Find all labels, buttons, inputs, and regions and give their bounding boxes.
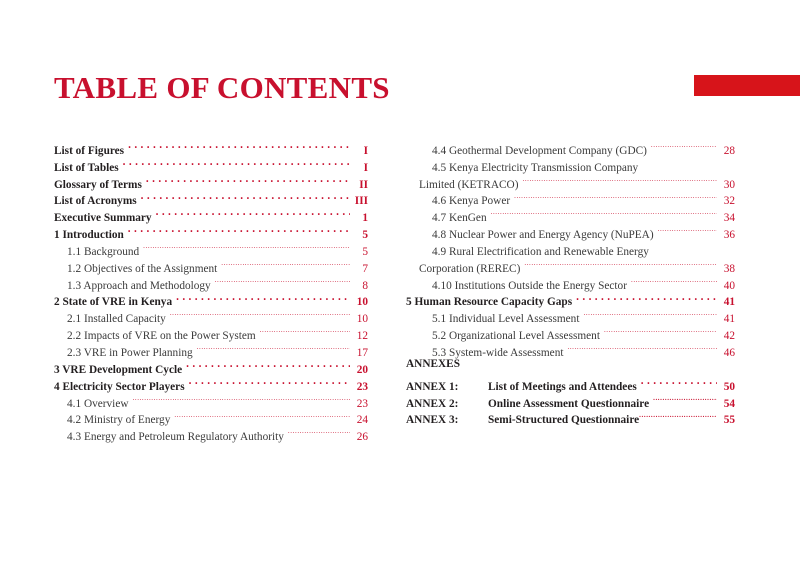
toc-page-number: I [363,144,368,157]
toc-entry-label: 1.2 Objectives of the Assignment [67,262,218,275]
toc-entry-label: 4.9 Rural Electrification and Renewable Energy [432,245,649,258]
toc-page-number: 8 [362,279,368,292]
toc-page-number: 34 [723,212,735,225]
dot-leader [156,204,350,221]
dot-leader [128,221,350,238]
toc-page-number: III [354,195,368,208]
toc-page-number: I [363,161,368,174]
dot-leader [146,171,350,188]
dot-leader [141,188,349,205]
toc-page-number: 23 [356,380,368,393]
toc-right-column [406,137,735,427]
toc-entry-label: 2.3 VRE in Power Planning [67,346,193,359]
toc-page-number: 32 [723,195,735,208]
toc-page-number: 41 [723,313,735,326]
toc-page-number: II [359,178,368,191]
toc-entry-label: Corporation (REREC) [419,262,521,275]
toc-entry-label: 4.8 Nuclear Power and Energy Agency (NuPEA) [432,229,654,242]
toc-entry-label: 5.1 Individual Level Assessment [432,313,580,326]
dot-leader [524,255,717,272]
toc-entry-label: 4.10 Institutions Outside the Energy Sector [432,279,627,292]
toc-entry-label: 4.3 Energy and Petroleum Regulatory Authority [67,431,284,444]
toc-page-number: 40 [723,279,735,292]
toc-entry-label: Semi-Structured Questionnaire [488,414,640,427]
toc-page-number: 30 [723,178,735,191]
dot-leader [143,238,350,255]
toc-entry-label: 4.7 KenGen [432,212,487,225]
dot-leader [583,305,717,322]
annex-key: ANNEX 3: [406,414,459,427]
toc-page-number: 24 [356,414,368,427]
toc-entry-label: Glossary of Terms [54,178,142,191]
dot-leader [639,407,717,424]
toc-entry-label: 4.4 Geothermal Development Company (GDC) [432,144,647,157]
toc-page-number: 42 [723,330,735,343]
dot-leader [215,272,350,289]
toc-page-number: 36 [723,229,735,242]
dot-leader [260,322,350,339]
toc-page-number: 17 [356,346,368,359]
toc-page-number: 5 [362,245,368,258]
dot-leader [567,339,717,356]
dot-leader [514,188,717,205]
toc-page-number: 23 [356,397,368,410]
toc-page-number: 55 [723,414,735,427]
toc-entry-label: List of Figures [54,144,125,157]
dot-leader [576,289,717,306]
dot-leader [631,272,717,289]
toc-page-number: 41 [723,296,735,309]
toc-page-number: 10 [356,296,368,309]
dot-leader [176,289,350,306]
dot-leader [288,423,350,440]
dot-leader [641,373,717,390]
dot-leader [189,373,350,390]
dot-leader [658,221,717,238]
toc-entry-label: 4.2 Ministry of Energy [67,414,171,427]
dot-leader [170,305,350,322]
toc-entry-label: Online Assessment Questionnaire [488,397,650,410]
toc-entry-annex-1[interactable] [406,373,735,393]
dot-leader [133,390,351,407]
dot-leader [522,171,717,188]
toc-page-number: 38 [723,262,735,275]
toc-entry-label: List of Acronyms [54,195,137,208]
dot-leader [653,390,717,407]
toc-entry-list-of-figures[interactable] [54,137,368,157]
toc-entry-label: 2 State of VRE in Kenya [54,296,173,309]
toc-entry-label: 3 VRE Development Cycle [54,363,183,376]
dot-leader [128,137,350,154]
toc-entry-label: 4 Electricity Sector Players [54,380,185,393]
toc-entry-label: 2.2 Impacts of VRE on the Power System [67,330,256,343]
dot-leader [651,137,717,154]
toc-page-number: 20 [356,363,368,376]
toc-entry-label: 1.3 Approach and Methodology [67,279,211,292]
toc-entry-label: ANNEXES [406,357,460,370]
toc-entry-label: Executive Summary [54,212,152,225]
toc-page-number: 54 [723,397,735,410]
toc-entry-label: 5.2 Organizational Level Assessment [432,330,600,343]
annex-key: ANNEX 1: [406,380,459,393]
toc-entry-label: 2.1 Installed Capacity [67,313,166,326]
dot-leader [604,322,717,339]
toc-entry-label: 5.3 System-wide Assessment [432,346,564,359]
toc-page-number: 1 [362,212,368,225]
toc-page-number: 10 [356,313,368,326]
dot-leader [653,238,717,255]
toc-entry-label: 4.6 Kenya Power [432,195,511,208]
dot-leader [186,356,350,373]
toc-heading-annexes [406,356,735,373]
toc-entry-gdc[interactable] [419,137,735,157]
toc-entry-label: List of Tables [54,161,119,174]
annex-key: ANNEX 2: [406,397,459,410]
toc-entry-label: 4.5 Kenya Electricity Transmission Company [432,161,639,174]
toc-page-number: 26 [356,431,368,444]
toc-page-number: 50 [723,380,735,393]
toc-entry-label: 1 Introduction [54,229,124,242]
toc-page-number: 7 [362,262,368,275]
decorative-red-bar [694,75,800,96]
page-title: TABLE OF CONTENTS [54,70,390,105]
dot-leader [174,407,350,424]
dot-leader [123,154,350,171]
dot-leader [221,255,350,272]
toc-page-number: 5 [362,229,368,242]
toc-entry-label: 5 Human Resource Capacity Gaps [406,296,573,309]
toc-page-number: 12 [356,330,368,343]
toc-page-number: 46 [723,346,735,359]
toc-left-column [54,137,368,444]
toc-entry-label: 1.1 Background [67,245,140,258]
dot-leader [491,204,717,221]
toc-entry-label: Limited (KETRACO) [419,178,519,191]
toc-entry-label: 4.1 Overview [67,397,129,410]
dot-leader [642,154,717,171]
toc-page-number: 28 [723,144,735,157]
dot-leader [197,339,350,356]
toc-entry-label: List of Meetings and Attendees [488,380,637,393]
